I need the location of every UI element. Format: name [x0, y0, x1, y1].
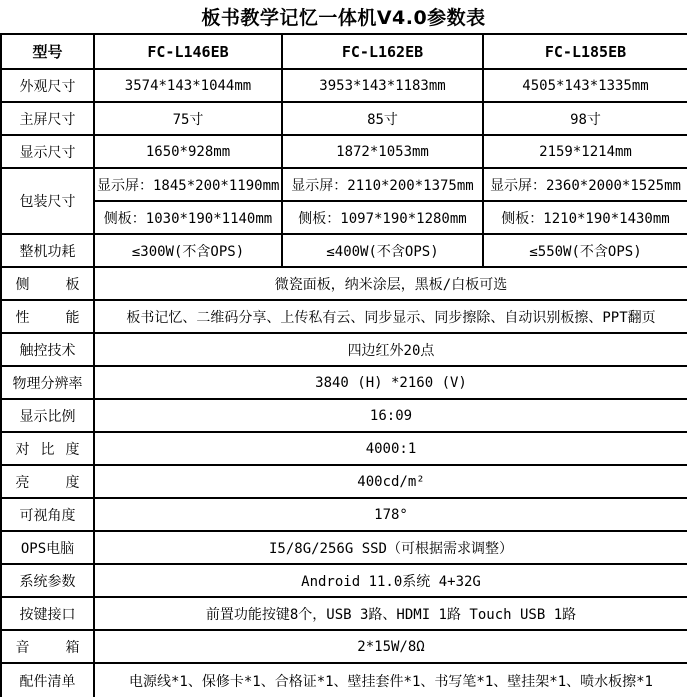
spec-row-label: 侧板 — [1, 267, 94, 300]
spec-value-cell: 1872*1053mm — [282, 135, 483, 168]
spec-row-exterior-size — [1, 69, 687, 102]
spec-row-physical-resolution — [1, 366, 687, 399]
spec-row-main-screen-size — [1, 102, 687, 135]
spec-value-span-cell: I5/8G/256G SSD（可根据需求调整） — [94, 531, 687, 564]
spec-row-ops-computer — [1, 531, 687, 564]
spec-value-span-cell: 电源线*1、保修卡*1、合格证*1、壁挂套件*1、书写笔*1、壁挂架*1、喷水板擦*1 — [94, 663, 687, 697]
spec-value-span-cell: Android 11.0系统 4+32G — [94, 564, 687, 597]
spec-row-packing-size-screen — [1, 168, 687, 201]
spec-row-power-consumption — [1, 234, 687, 267]
spec-value-span-cell: 400cd/m² — [94, 465, 687, 498]
spec-value-span-cell: 微瓷面板，纳米涂层，黑板/白板可选 — [94, 267, 687, 300]
spec-row-label: 显示尺寸 — [1, 135, 94, 168]
spec-row-label: 可视角度 — [1, 498, 94, 531]
spec-row-label: 亮度 — [1, 465, 94, 498]
spec-row-features — [1, 300, 687, 333]
spec-row-label: 性能 — [1, 300, 94, 333]
spec-row-brightness — [1, 465, 687, 498]
spec-value-cell: 3574*143*1044mm — [94, 69, 282, 102]
page-title: 板书教学记忆一体机V4.0参数表 — [201, 7, 486, 29]
spec-value-cell: 侧板：1210*190*1430mm — [483, 201, 687, 234]
spec-value-cell: ≤300W(不含OPS) — [94, 234, 282, 267]
spec-row-side-panel — [1, 267, 687, 300]
spec-row-label: 外观尺寸 — [1, 69, 94, 102]
spec-value-cell: 显示屏：2360*2000*1525mm — [483, 168, 687, 201]
spec-row-display-size — [1, 135, 687, 168]
spec-row-label: 显示比例 — [1, 399, 94, 432]
spec-row-contrast-ratio — [1, 432, 687, 465]
spec-value-cell: 侧板：1030*190*1140mm — [94, 201, 282, 234]
spec-value-cell: 显示屏：2110*200*1375mm — [282, 168, 483, 201]
spec-value-span-cell: 前置功能按键8个，USB 3路、HDMI 1路 Touch USB 1路 — [94, 597, 687, 630]
spec-row-label: 按键接口 — [1, 597, 94, 630]
spec-row-label: 触控技术 — [1, 333, 94, 366]
spec-value-cell: 98寸 — [483, 102, 687, 135]
column-header-model-2: FC-L162EB — [282, 34, 483, 69]
spec-row-label: 系统参数 — [1, 564, 94, 597]
spec-value-cell: 2159*1214mm — [483, 135, 687, 168]
spec-value-span-cell: 4000:1 — [94, 432, 687, 465]
spec-row-label: 配件清单 — [1, 663, 94, 697]
spec-value-span-cell: 四边红外20点 — [94, 333, 687, 366]
column-header-model-1: FC-L146EB — [94, 34, 282, 69]
header-row — [1, 34, 687, 69]
spec-row-packing-size-side — [1, 201, 687, 234]
spec-row-speakers — [1, 630, 687, 663]
spec-row-label: 包装尺寸 — [1, 168, 94, 234]
spec-row-aspect-ratio — [1, 399, 687, 432]
spec-row-accessories — [1, 663, 687, 697]
spec-value-cell: ≤550W(不含OPS) — [483, 234, 687, 267]
spec-row-label: 主屏尺寸 — [1, 102, 94, 135]
spec-value-cell: 侧板：1097*190*1280mm — [282, 201, 483, 234]
spec-value-span-cell: 178° — [94, 498, 687, 531]
spec-value-span-cell: 3840 (H) *2160 (V) — [94, 366, 687, 399]
spec-row-label: 对比度 — [1, 432, 94, 465]
spec-value-cell: 显示屏：1845*200*1190mm — [94, 168, 282, 201]
spec-value-cell: ≤400W(不含OPS) — [282, 234, 483, 267]
spec-row-system-parameters — [1, 564, 687, 597]
spec-row-touch-technology — [1, 333, 687, 366]
spec-row-label: 物理分辨率 — [1, 366, 94, 399]
spec-row-label: 整机功耗 — [1, 234, 94, 267]
spec-value-span-cell: 板书记忆、二维码分享、上传私有云、同步显示、同步擦除、自动识别板擦、PPT翻页 — [94, 300, 687, 333]
column-header-model-3: FC-L185EB — [483, 34, 687, 69]
spec-row-label: 音箱 — [1, 630, 94, 663]
spec-row-buttons-ports — [1, 597, 687, 630]
spec-row-viewing-angle — [1, 498, 687, 531]
spec-value-span-cell: 2*15W/8Ω — [94, 630, 687, 663]
spec-table — [0, 33, 687, 697]
spec-value-cell: 4505*143*1335mm — [483, 69, 687, 102]
spec-value-cell: 85寸 — [282, 102, 483, 135]
spec-value-cell: 1650*928mm — [94, 135, 282, 168]
spec-value-span-cell: 16:09 — [94, 399, 687, 432]
spec-value-cell: 75寸 — [94, 102, 282, 135]
header-model-label: 型号 — [1, 34, 94, 69]
spec-value-cell: 3953*143*1183mm — [282, 69, 483, 102]
spec-row-label: OPS电脑 — [1, 531, 94, 564]
